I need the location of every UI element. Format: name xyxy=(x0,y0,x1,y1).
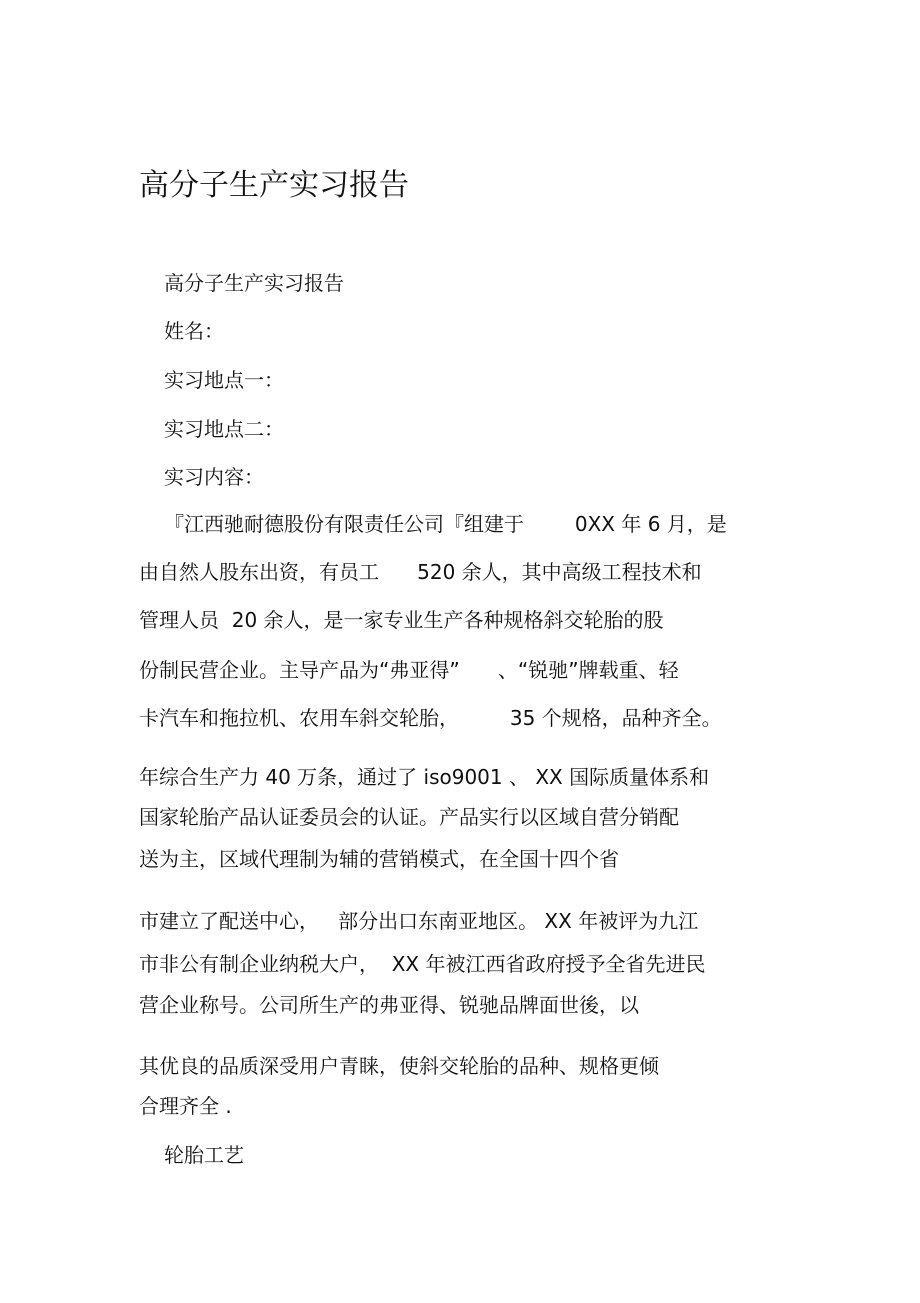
document-title: 高分子生产实习报告 xyxy=(139,168,409,203)
paragraph-line: 送为主，区域代理制为辅的营销模式，在全国十四个省 xyxy=(139,847,619,871)
name-field-label: 姓名： xyxy=(164,319,224,343)
paragraph-line: 国家轮胎产品认证委员会的认证。产品实行以区域自营分销配 xyxy=(139,805,679,829)
location-two-label: 实习地点二： xyxy=(164,417,284,441)
paragraph-line: 卡汽车和拖拉机、农用车斜交轮胎， 35 个规格，品种齐全。 xyxy=(139,706,722,730)
section-heading: 轮胎工艺 xyxy=(164,1143,244,1167)
paragraph-line: 管理人员 20 余人，是一家专业生产各种规格斜交轮胎的股 xyxy=(139,608,664,632)
paragraph-line: 其优良的品质深受用户青睐，使斜交轮胎的品种、规格更倾 xyxy=(139,1054,659,1078)
paragraph-line: 市非公有制企业纳税大户， XX 年被江西省政府授予全省先进民 xyxy=(139,952,706,976)
location-one-label: 实习地点一： xyxy=(164,368,284,392)
paragraph-line: 由自然人股东出资，有员工 520 余人，其中高级工程技术和 xyxy=(139,560,702,584)
paragraph-line: 市建立了配送中心， 部分出口东南亚地区。 XX 年被评为九江 xyxy=(139,909,699,933)
paragraph-line: 营企业称号。公司所生产的弗亚得、锐驰品牌面世後，以 xyxy=(139,993,639,1017)
paragraph-line: 『江西驰耐德股份有限责任公司『组建于 0XX 年 6 月，是 xyxy=(164,512,727,536)
paragraph-line: 合理齐全 . xyxy=(139,1094,232,1118)
paragraph-line: 份制民营企业。主导产品为“弗亚得” 、“锐驰”牌载重、轻 xyxy=(139,658,679,682)
paragraph-line: 年综合生产力 40 万条，通过了 iso9001 、 XX 国际质量体系和 xyxy=(139,765,710,789)
content-label: 实习内容： xyxy=(164,465,264,489)
subtitle-line: 高分子生产实习报告 xyxy=(164,271,344,295)
